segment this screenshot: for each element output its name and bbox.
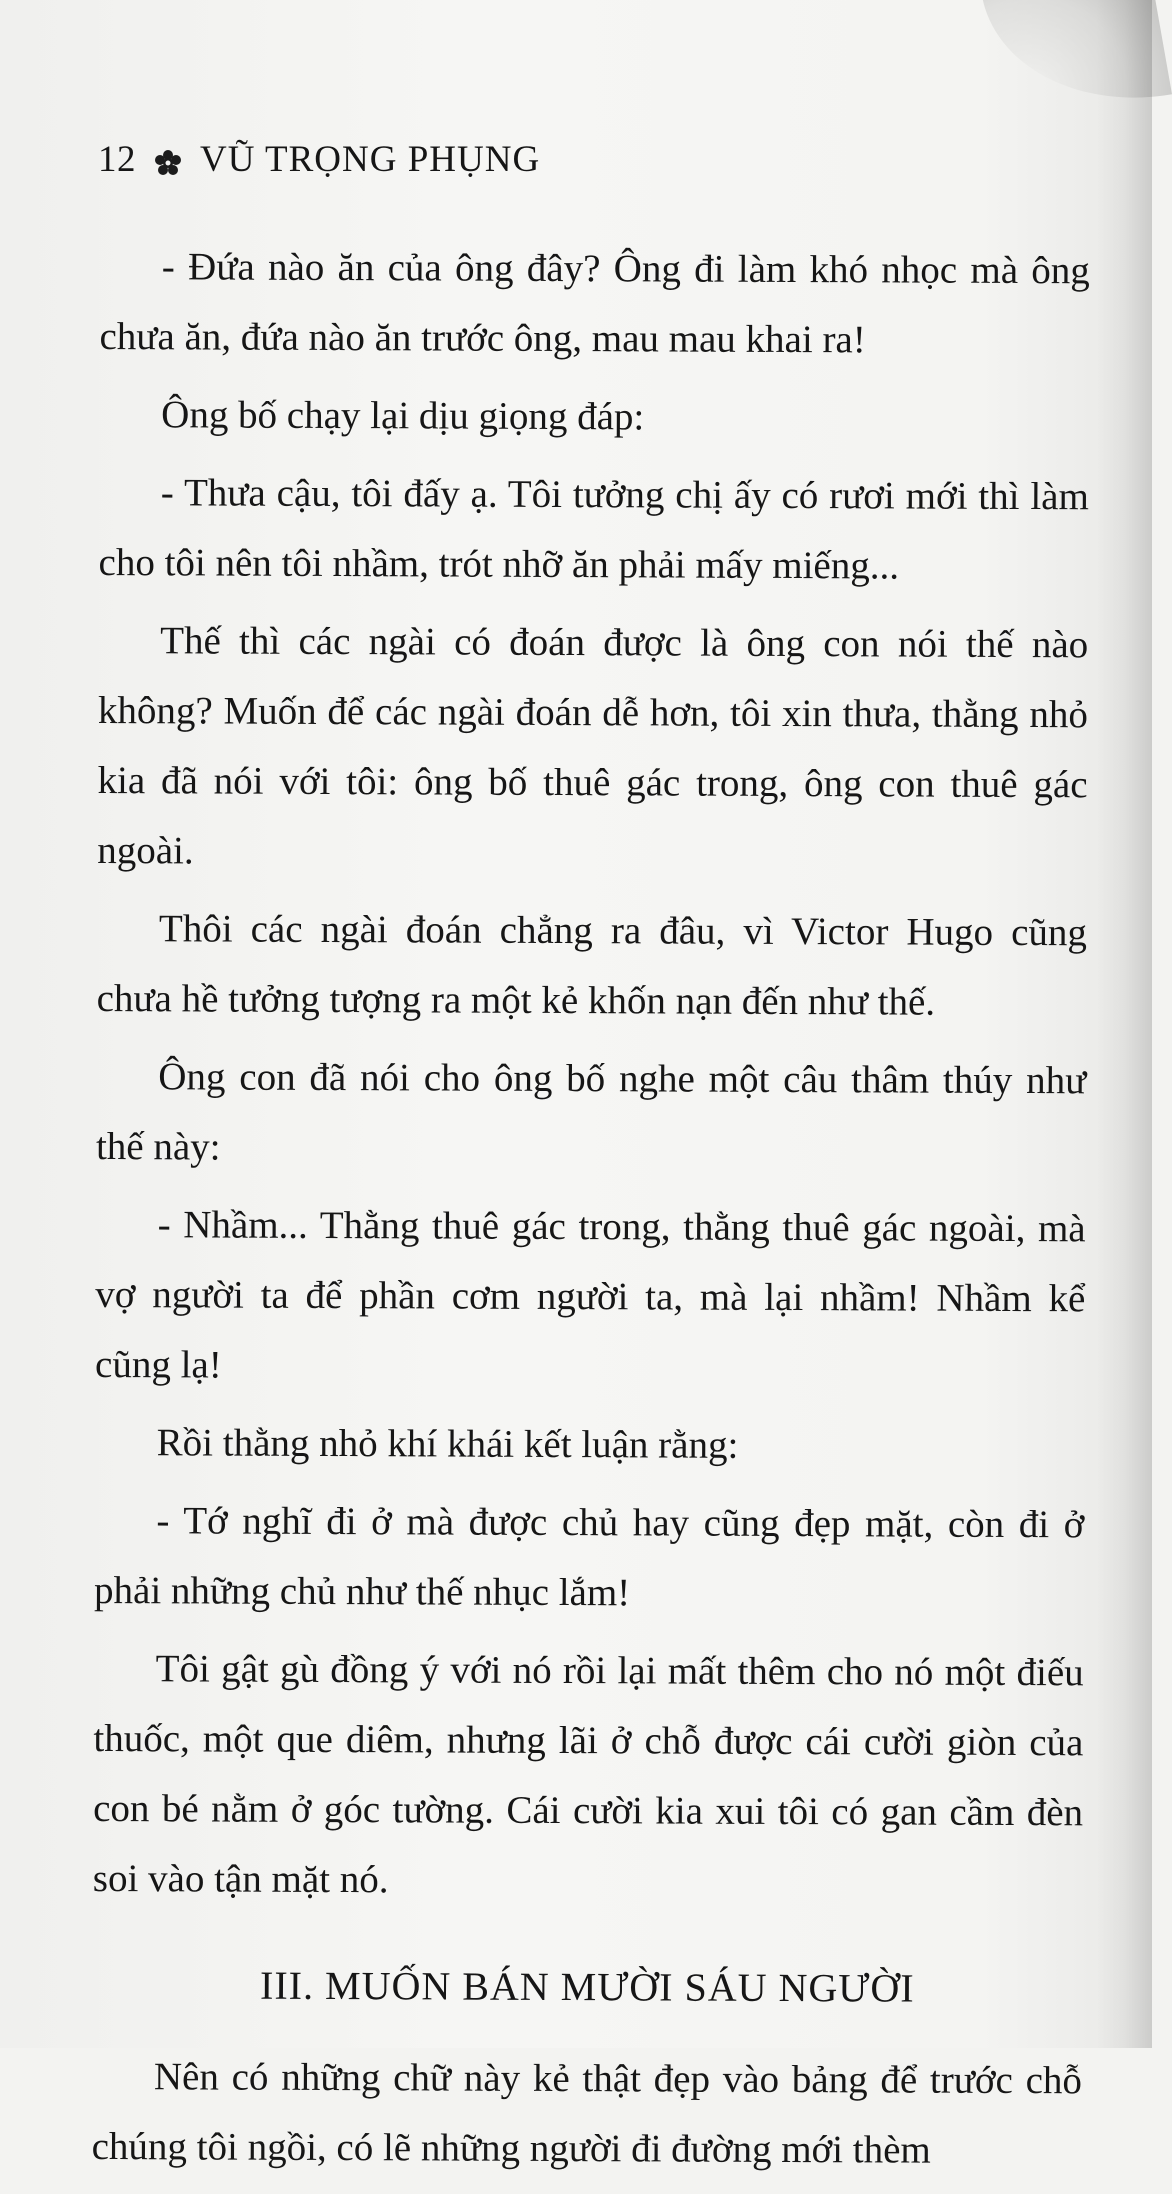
paragraph-9: - Tớ nghĩ đi ở mà được chủ hay cũng đẹp mặt, còn đi ở phải những chủ như thế nhục lắm! [93, 1499, 1085, 1615]
paragraph-3: - Thưa cậu, tôi đấy ạ. Tôi tưởng chị ấy có rươi mới thì làm cho tôi nên tôi nhầm, trót nhỡ ăn phải mấy miếng... [98, 471, 1089, 588]
page-number: 12 [98, 139, 136, 180]
paragraph-4: Thế thì các ngài có đoán được là ông con nói thế nào không? Muốn để các ngài đoán dễ hơn, tôi xin thưa, thằng nhỏ kia đã nói với tôi: ông bố thuê gác trong, ông con thuê gác ngoài. [97, 619, 1089, 873]
flower-icon [154, 146, 182, 174]
paragraph-6: Ông con đã nói cho ông bố nghe một câu thâm thúy như thế này: [95, 1055, 1087, 1169]
page-header [98, 138, 540, 181]
body-text [91, 232, 1090, 2194]
section-title: III. MUỐN BÁN MƯỜI SÁU NGƯỜI [260, 1962, 915, 2011]
paragraph-2: Ông bố chạy lại dịu giọng đáp: [161, 393, 645, 439]
paragraph-8: Rồi thằng nhỏ khí khái kết luận rằng: [156, 1421, 739, 1467]
paragraph-after-section: Nên có những chữ này kẻ thật đẹp vào bảng để trước chỗ chúng tôi ngồi, có lẽ những người đi đường mới thèm [91, 2055, 1083, 2172]
paragraph-5: Thôi các ngài đoán chẳng ra đâu, vì Victor Hugo cũng chưa hề tưởng tượng ra một kẻ khốn nạn đến như thế. [96, 907, 1088, 1024]
running-head: VŨ TRỌNG PHỤNG [200, 139, 541, 180]
paragraph-1: - Đứa nào ăn của ông đây? Ông đi làm khó nhọc mà ông chưa ăn, đứa nào ăn trước ông, mau mau khai ra! [99, 245, 1090, 362]
paragraph-7: - Nhầm... Thằng thuê gác trong, thằng thuê gác ngoài, mà vợ người ta để phần cơm người ta, mà lại nhầm! Nhầm kể cũng lạ! [94, 1203, 1086, 1387]
page-shadow-edge [1096, 0, 1152, 2048]
paragraph-10: Tôi gật gù đồng ý với nó rồi lại mất thêm cho nó một điếu thuốc, một que diêm, nhưng lãi ở chỗ được cái cười giòn của con bé nằm ở góc tường. Cái cười kia xui tôi có gan cầm đèn soi vào tận mặt nó. [92, 1647, 1084, 1902]
